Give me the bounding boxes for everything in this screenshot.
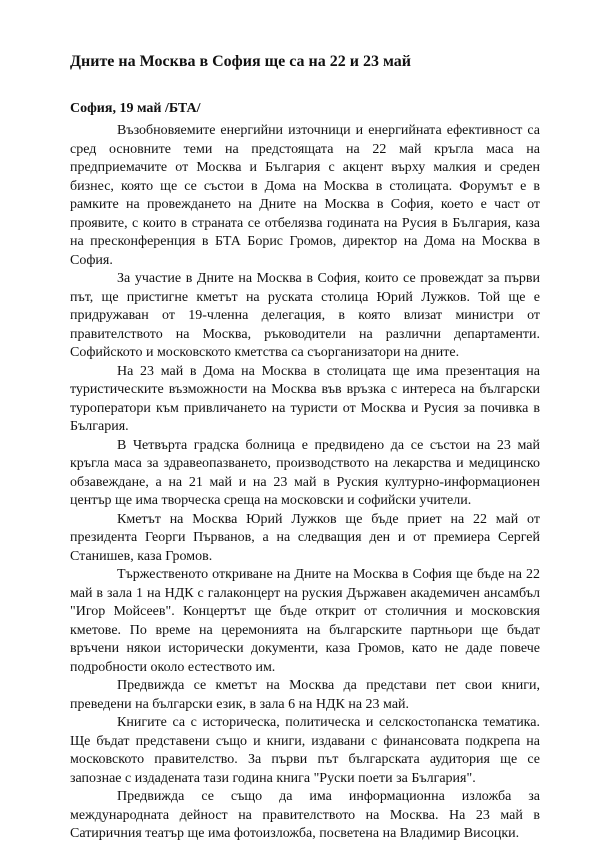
- paragraph: Тържественото откриване на Дните на Москва в София ще бъде на 22 май в зала 1 на НДК с галаконцерт на руския Държавен академичен ансамбъл "Игор Мойсеев". Концертът ще бъде открит от столичния и московския кметове. По време на церемонията на българските партньори ще бъдат връчени някои исторически документи, каза Громов, като не даде повече подробности около естеството им.: [70, 567, 540, 675]
- paragraph: Предвижда се кметът на Москва да представи пет свои книги, преведени на български език, в зала 6 на НДК на 23 май.: [70, 678, 540, 712]
- article-title: Дните на Москва в София ще са на 22 и 23 май: [70, 53, 411, 70]
- article-dateline: София, 19 май /БТА/: [70, 101, 201, 116]
- paragraph: Възобновяемите енергийни източници и енергийната ефективност са сред основните теми на предстоящата на 22 май кръгла маса на предприемачите от Москва и България с акцент върху малкия и среден бизнес, която ще се състои в Дома на Москва в столицата. Форумът е в рамките на провеждането на Дните на Москва в София, което е част от проявите, с които в страната се отбелязва годината на Русия в България, каза на пресконференция в БТА Борис Громов, директор на Дома на Москва в София.: [70, 123, 540, 268]
- article-body: [70, 122, 540, 844]
- paragraph: Предвижда се също да има информационна изложба за международната дейност на правителството на Москва. На 23 май в Сатиричния театър ще има фотоизложба, посветена на Владимир Висоцки.: [70, 789, 540, 841]
- paragraph: Кметът на Москва Юрий Лужков ще бъде приет на 22 май от президента Георги Първанов, а на следващия ден и от премиера Сергей Станишев, каза Громов.: [70, 511, 540, 564]
- paragraph: За участие в Дните на Москва в София, които се провеждат за първи път, ще пристигне кметът на руската столица Юрий Лужков. Той ще е придружаван от 19-членна делегация, в която влизат министри от правителството на Москва, ръководители на различни департаменти. Софийското и московското кметства са съорганизатори на дните.: [70, 271, 540, 360]
- paragraph: На 23 май в Дома на Москва в столицата ще има презентация на туристическите възможности на Москва във връзка с интереса на български туроператори към привличането на туристи от Москва и Русия за почивка в България.: [70, 363, 540, 434]
- paragraph: Книгите са с историческа, политическа и селскостопанска тематика. Ще бъдат представени също и книги, издавани с финансовата подкрепа на московското правителство. За първи път българската аудитория ще се запознае с издадената тази година книга "Руски поети за България".: [70, 715, 540, 786]
- paragraph: В Четвърта градска болница е предвидено да се състои на 23 май кръгла маса за здравеопазването, производството на лекарства и медицинско обзавеждане, а на 21 май и на 23 май в Руския културно-информационен център ще има творческа среща на московски и софийски учители.: [70, 437, 540, 508]
